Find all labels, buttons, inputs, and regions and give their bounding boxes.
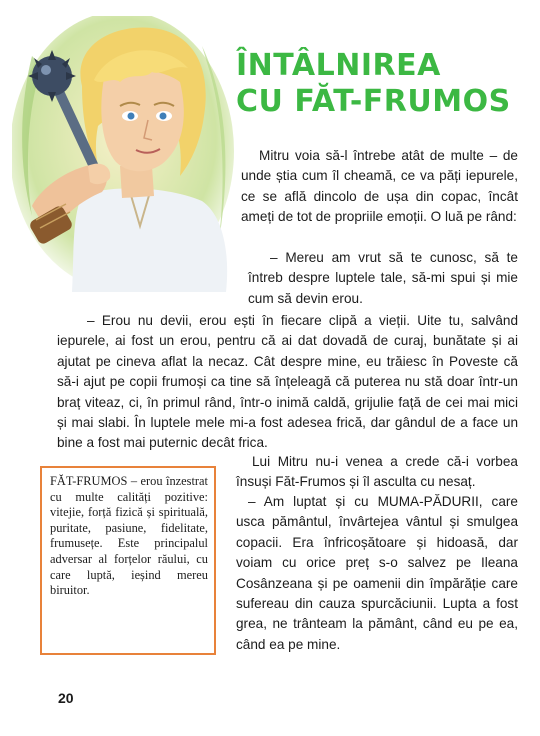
definition-text: FĂT-FRUMOS – erou înzestrat cu multe calități pozitive: vitejie, forță fizică și spirituală, puritate, pasiune, fidelitate, frumusețe. Este principalul adversar al forțelor răului, cu care luptă, ieșind mereu biruitor. <box>50 474 208 598</box>
paragraph-3: – Erou nu devii, erou ești în fiecare clipă a vieții. Uite tu, salvând iepurele, ai fost un erou, pentru că ai dat dovadă de curaj, bunătate și ai ajutat pe cineva aflat la necaz. Cât despre mine, eu trăiesc în Poveste că să-i ajut pe copii frumoși ca tine să înțeleagă că puterea nu stă doar într-un braț viteaz, ci, în primul rând, într-o inimă caldă, grijulie față de cei mai mici și mai slabi. În luptele mele mi-a fost adesea frică, dar gândul de a face un bine a fost mai puternic decât frica. <box>57 313 518 451</box>
paragraph-5: – Am luptat și cu MUMA-PĂDURII, care usca pământul, învârtejea vântul și smulgea copacii. Era înfricoșătoare și hidoasă, dar voiam cu orice preț s-o salvez pe Ileana Cosânzeana și pe oamenii din împărăție care sufereau din cauza spurcăciunii. Lupta a fost grea, ne trânteam la pământ, când eu pe ea, când ea pe mine. <box>236 494 518 652</box>
chapter-title-line-1: ÎNTÂLNIREA <box>236 48 441 83</box>
page-number: 20 <box>58 690 74 706</box>
definition-box <box>40 466 216 655</box>
paragraph-1: Mitru voia să-l întrebe atât de multe – de unde știa cum îl cheamă, ce va păți iepurele, ce se află dincolo de ușa din copac, încât ameți de tot de propriile emoții. O luă pe rând: <box>241 148 518 225</box>
paragraph-2: – Mereu am vrut să te cunosc, să te întreb despre luptele tale, să-mi spui și mie cum să devin erou. <box>248 250 518 306</box>
chapter-title <box>236 48 536 120</box>
fat-frumos-illustration <box>12 16 234 292</box>
paragraph-4: Lui Mitru nu-i venea a crede că-i vorbea însuși Făt-Frumos și îl asculta cu nesaț. <box>236 454 518 490</box>
chapter-title-line-2: CU FĂT-FRUMOS <box>236 84 511 119</box>
